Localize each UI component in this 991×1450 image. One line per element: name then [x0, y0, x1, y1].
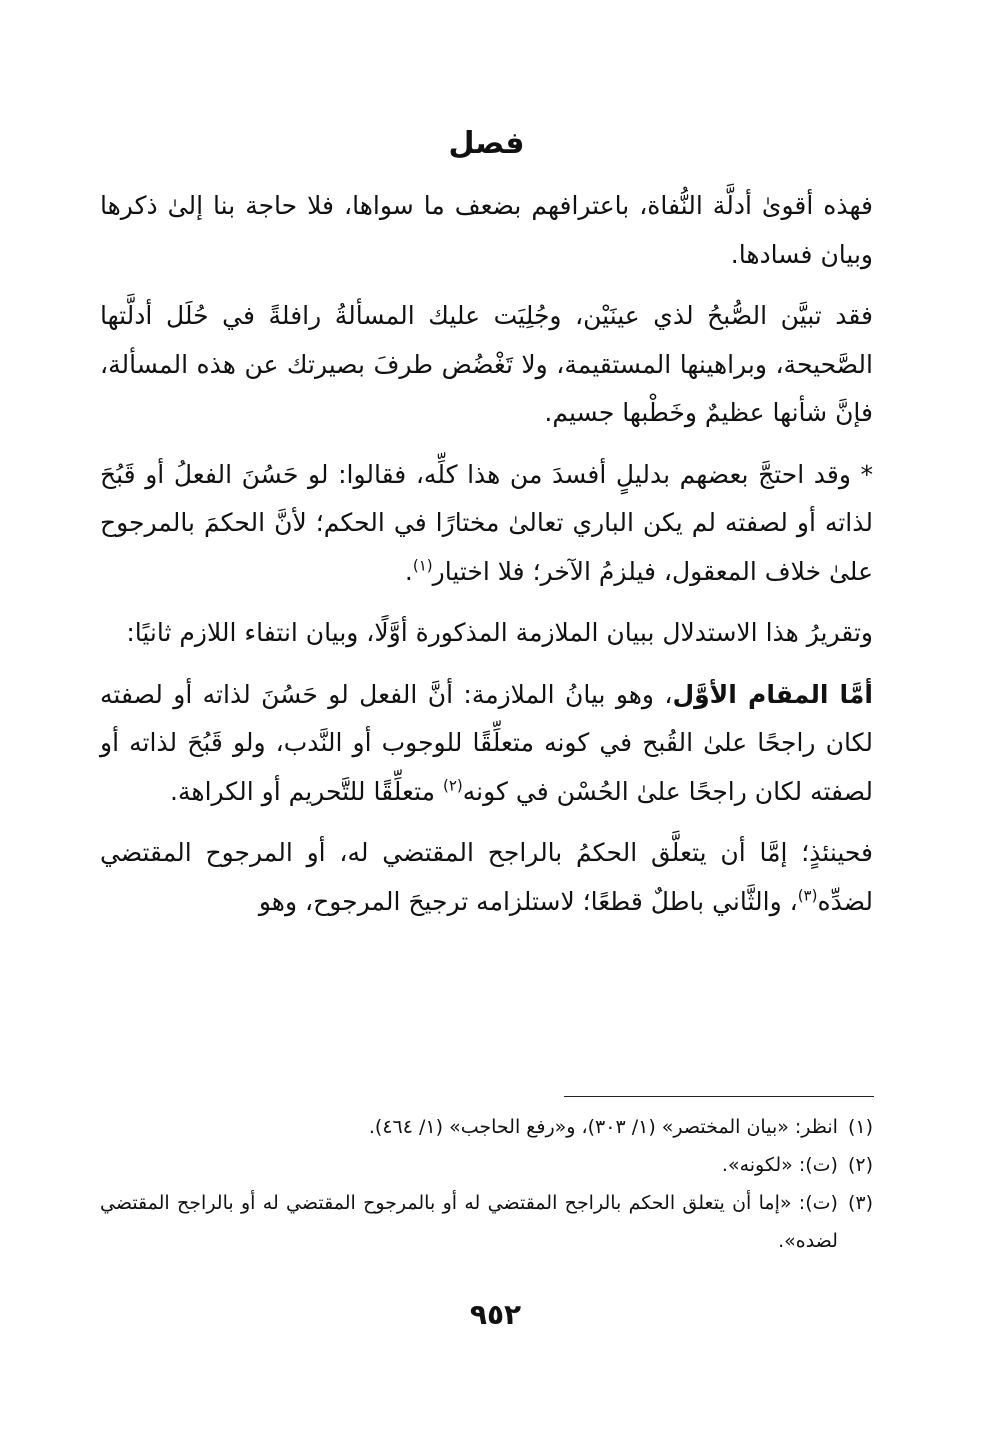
- footnote-text: (ت): «لكونه».: [721, 1154, 838, 1176]
- page-number: ٩٥٢: [469, 1298, 522, 1331]
- paragraph-5-end: متعلِّقًا للتَّحريم أو الكراهة.: [170, 776, 443, 806]
- footnote-ref-2: (٢): [442, 776, 463, 795]
- footnote-ref-3: (٣): [797, 886, 818, 905]
- footnote-text: (ت): «إما أن يتعلق الحكم بالراجح المقتضي له أو بالمرجوح المقتضي له أو بالراجح المقتضي لضده».: [100, 1192, 838, 1252]
- paragraph-6: [100, 829, 873, 926]
- paragraph-1: فهذه أقوىٰ أدلَّة النُّفاة، باعترافهم بضعف ما سواها، فلا حاجة بنا إلىٰ ذكرها وبيان فسادها.: [100, 191, 873, 269]
- paragraph-3-text: * وقد احتجَّ بعضهم بدليلٍ أفسدَ من هذا كلِّه، فقالوا: لو حَسُنَ الفعلُ أو قَبُحَ لذاته أو لصفته لم يكن الباري تعالىٰ مختارًا في الحكم؛ لأنَّ الحكمَ بالمرجوح علىٰ خلاف المعقول، فيلزمُ الآخر؛ فلا اختيار: [100, 459, 873, 586]
- footnote-text: انظر: «بيان المختصر» (١/ ٣٠٣)، و«رفع الحاجب» (١/ ٤٦٤).: [368, 1116, 838, 1138]
- paragraph-5-bold-lead: أمَّا المقام الأوَّل: [672, 679, 873, 709]
- footnote-number: (٢): [847, 1154, 873, 1176]
- paragraph-2: فقد تبيَّن الصُّبحُ لذي عينَيْن، وجُلِيَت عليك المسألةُ رافلةً في حُلَل أدلَّتها الصَّحيحة، وبراهينها المستقيمة، ولا تَغْضُض طرفَ بصيرتك عن هذه المسألة، فإنَّ شأنها عظيمٌ وخَطْبها جسيم.: [100, 301, 873, 427]
- footnote-3: [100, 1184, 873, 1260]
- footnote-2: [100, 1146, 873, 1184]
- footnote-1: [100, 1108, 873, 1146]
- footnote-separator: [564, 1096, 874, 1097]
- paragraph-5-text: ، وهو بيانُ الملازمة: أنَّ الفعل لو حَسُنَ لذاته أو لصفته لكان راجحًا علىٰ القُبح في كونه متعلِّقًا للوجوب أو النَّدب، ولو قَبُحَ لذاته أو لصفته لكان راجحًا علىٰ الحُسْن في كونه: [100, 679, 873, 806]
- paragraph-6-text: فحينئذٍ؛ إمَّا أن يتعلَّق الحكمُ بالراجح المقتضي له، أو المرجوح المقتضي لضدِّه: [100, 838, 873, 916]
- footnote-number: (٣): [847, 1192, 873, 1214]
- footnote-ref-1: (١): [412, 556, 433, 575]
- footnote-number: (١): [847, 1116, 873, 1138]
- paragraph-5: [100, 671, 873, 817]
- paragraph-6-end: ، والثَّاني باطلٌ قطعًا؛ لاستلزامه ترجيحَ المرجوح، وهو: [258, 886, 798, 916]
- main-text: [100, 118, 873, 939]
- section-heading: فصل: [448, 126, 525, 161]
- paragraph-3: [100, 451, 873, 597]
- footnotes: [100, 1108, 873, 1260]
- paragraph-4: وتقريرُ هذا الاستدلال ببيان الملازمة المذكورة أوَّلًا، وبيان انتفاء اللازم ثانيًا:: [126, 618, 873, 647]
- paragraph-3-end: .: [404, 556, 413, 586]
